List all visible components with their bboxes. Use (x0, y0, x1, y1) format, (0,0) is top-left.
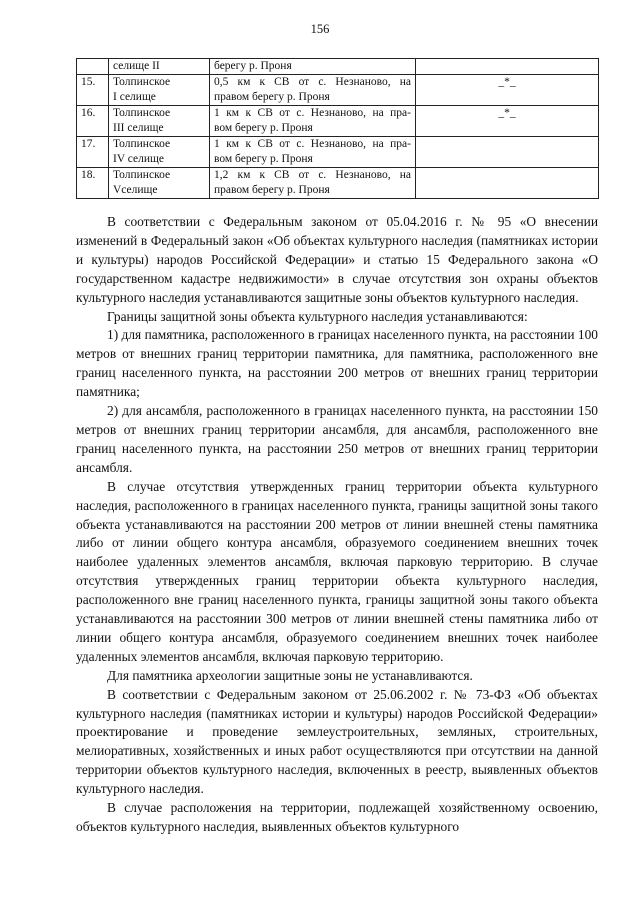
object-location-line: 1 км к СВ от с. Незнаново, на пра- (214, 138, 411, 150)
row-number: 15. (77, 75, 109, 106)
object-name-line: Толпинское (113, 138, 171, 150)
object-name-line: селище II (113, 60, 160, 72)
paragraph: В случае расположения на территории, подлежащей хозяйственному освоению, объектов культурного наследия, выявленных объектов культурного (76, 800, 598, 834)
object-name (109, 59, 210, 75)
status-mark: _*_ (416, 75, 599, 106)
paragraph: 1) для памятника, расположенного в границах населенного пункта, на расстоянии 100 метров от внешних границ территории памятника, для памятника, расположенного вне границ населенного пункта, на расстоянии 200 метров от внешних границ территории памятника; (76, 327, 598, 400)
object-name-line: III селище (113, 122, 164, 134)
paragraph: В соответствии с Федеральным законом от 05.04.2016 г. № 95 «О внесении изменений в Федеральный закон «Об объектах культурного наследия (памятниках истории и культуры) народов Российской Федерации» и статью 15 Федерального закона «О государственном кадастре недвижимости» в случае отсутствия зон охраны объектов культурного наследия устанавливаются защитные зоны объектов культурного наследия. (76, 214, 598, 305)
object-name-line: I селище (113, 91, 156, 103)
object-name-line: Толпинское (113, 107, 171, 119)
status-mark (416, 137, 599, 168)
object-name (109, 75, 210, 106)
table-row (77, 75, 599, 106)
object-name (109, 168, 210, 199)
object-location-line: вом берегу р. Проня (214, 153, 313, 165)
object-location-line: правом берегу р. Проня (214, 91, 330, 103)
heritage-objects-table (76, 58, 599, 199)
paragraph: В соответствии с Федеральным законом от 25.06.2002 г. № 73-ФЗ «Об объектах культурного наследия (памятниках истории и культуры) народов Российской Федерации» проектирование и проведение землеустроительных, земляных, строительных, мелиоративных, хозяйственных и иных работ осуществляются при отсутствии на данной территории объектов культурного наследия, включенных в реестр, выявленных объектов культурного наследия. (76, 686, 598, 797)
table-row (77, 168, 599, 199)
table-row (77, 137, 599, 168)
row-number: 17. (77, 137, 109, 168)
object-location-line: 1,2 км к СВ от с. Незнаново, на (214, 169, 411, 181)
body-text (76, 213, 598, 837)
row-number (77, 59, 109, 75)
object-name-line: Толпинское (113, 169, 171, 181)
status-mark (416, 59, 599, 75)
object-location-line: 0,5 км к СВ от с. Незнаново, на (214, 76, 411, 88)
object-name-line: Vселище (113, 184, 158, 196)
object-location-line: вом берегу р. Проня (214, 122, 313, 134)
paragraph: В случае отсутствия утвержденных границ территории объекта культурного наследия, расположенного в границах населенного пункта, границы защитной зоны такого объекта устанавливаются на расстоянии 200 метров от линии внешней стены памятника либо от линии общего контура ансамбля, образуемого соединением внешних точек наиболее удаленных элементов ансамбля, включая парковую территорию. В случае отсутствия утвержденных границ территории объекта культурного наследия, расположенного вне границ населенного пункта, границы защитной зоны такого объекта устанавливаются на расстоянии 300 метров от линии внешней стены памятника либо от линии общего контура ансамбля, образуемого соединением внешних точек наиболее удаленных элементов ансамбля, включая парковую территорию. (76, 478, 598, 664)
row-number: 18. (77, 168, 109, 199)
object-location (210, 75, 416, 106)
object-name (109, 106, 210, 137)
paragraph: Границы защитной зоны объекта культурного наследия устанавливаются: (107, 308, 528, 324)
object-name-line: Толпинское (113, 76, 171, 88)
status-mark (416, 168, 599, 199)
table-row (77, 106, 599, 137)
status-mark: _*_ (416, 106, 599, 137)
row-number: 16. (77, 106, 109, 137)
page-number: 156 (310, 22, 330, 36)
object-location-line: берегу р. Проня (214, 60, 292, 72)
object-name-line: IV селище (113, 153, 165, 165)
object-location-line: правом берегу р. Проня (214, 184, 330, 196)
table-body (77, 59, 599, 199)
object-location (210, 106, 416, 137)
paragraph: Для памятника археологии защитные зоны не устанавливаются. (107, 667, 473, 683)
object-location (210, 137, 416, 168)
paragraph: 2) для ансамбля, расположенного в границах населенного пункта, на расстоянии 150 метров от внешних границ территории ансамбля, для ансамбля, расположенного вне границ населенного пункта, на расстоянии 250 метров от внешних границ территории ансамбля. (76, 403, 598, 475)
object-name (109, 137, 210, 168)
object-location-line: 1 км к СВ от с. Незнаново, на пра- (214, 107, 411, 119)
object-location (210, 59, 416, 75)
object-location (210, 168, 416, 199)
table-row (77, 59, 599, 75)
